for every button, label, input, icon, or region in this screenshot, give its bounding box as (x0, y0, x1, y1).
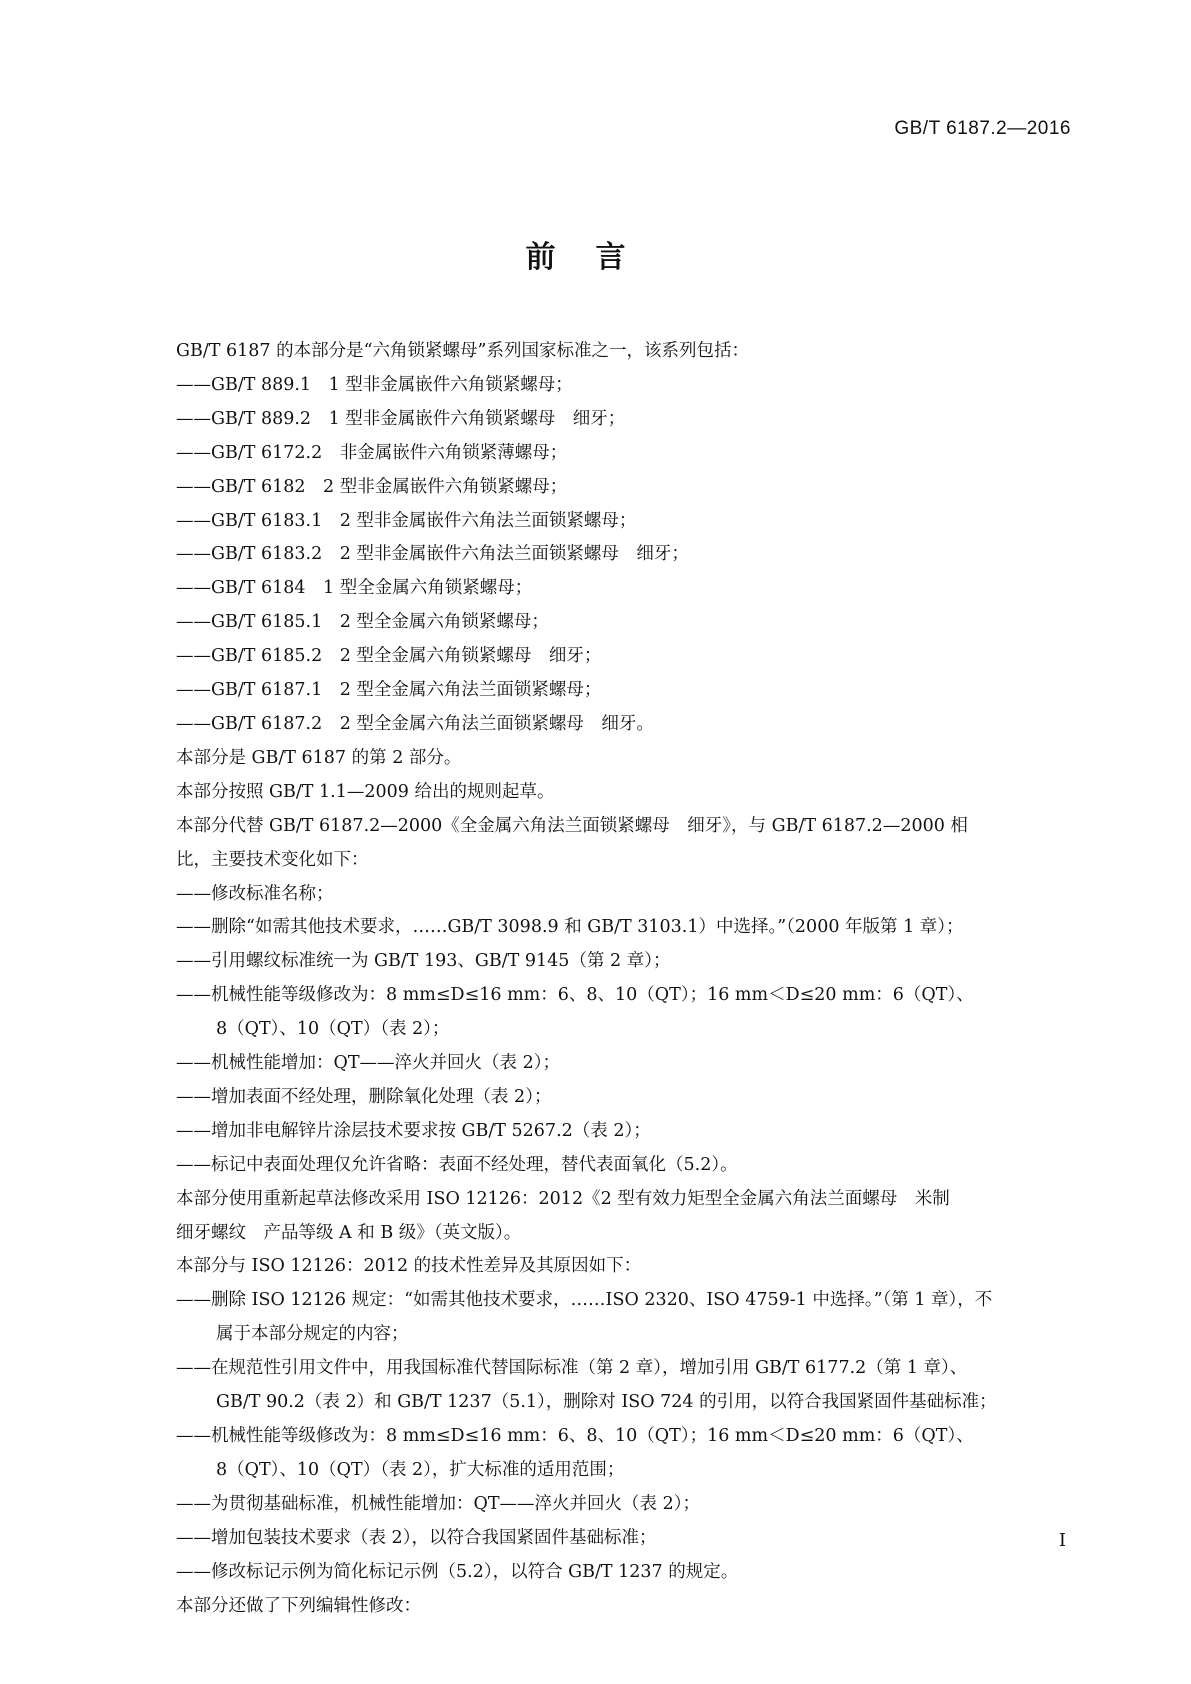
list-item: ——GB/T 6187.2 2 型全金属六角法兰面锁紧螺母 细牙。 (176, 713, 654, 734)
list-item: ——GB/T 6185.2 2 型全金属六角锁紧螺母 细牙； (176, 646, 602, 667)
list-item: ——引用螺纹标准统一为 GB/T 193、GB/T 9145（第 2 章）； (176, 951, 671, 972)
list-item: ——增加包装技术要求（表 2），以符合我国紧固件基础标准； (176, 1527, 657, 1548)
list-item: ——机械性能等级修改为：8 mm≤D≤16 mm：6、8、10（QT）；16 mm＜D≤20 mm：6（QT）、 (176, 985, 974, 1006)
list-item: ——在规范性引用文件中，用我国标准代替国际标准（第 2 章），增加引用 GB/T 6177.2（第 1 章）、 (176, 1358, 968, 1379)
list-item: ——GB/T 6187.1 2 型全金属六角法兰面锁紧螺母； (176, 680, 602, 701)
list-item: ——GB/T 6182 2 型非金属嵌件六角锁紧螺母； (176, 476, 568, 497)
paragraph-line: GB/T 6187 的本部分是“六角锁紧螺母”系列国家标准之一，该系列包括： (176, 341, 749, 361)
list-item: ——增加表面不经处理，删除氧化处理（表 2）； (176, 1086, 552, 1107)
paragraph-line: 本部分还做了下列编辑性修改： (176, 1595, 421, 1616)
list-item: ——GB/T 889.1 1 型非金属嵌件六角锁紧螺母； (176, 374, 573, 395)
list-item: ——修改标记示例为简化标记示例（5.2），以符合 GB/T 1237 的规定。 (176, 1561, 739, 1582)
list-item: ——机械性能等级修改为：8 mm≤D≤16 mm：6、8、10（QT）；16 mm＜D≤20 mm：6（QT）、 (176, 1426, 974, 1446)
list-item: ——标记中表面处理仅允许省略：表面不经处理，替代表面氧化（5.2）。 (176, 1154, 738, 1175)
list-item: ——机械性能增加：QT——淬火并回火（表 2）； (176, 1053, 560, 1074)
list-item: ——GB/T 889.2 1 型非金属嵌件六角锁紧螺母 细牙； (176, 408, 626, 429)
list-item-continuation: 8（QT）、10（QT）（表 2），扩大标准的适用范围； (216, 1459, 625, 1480)
paragraph-line: 本部分按照 GB/T 1.1—2009 给出的规则起草。 (176, 781, 555, 802)
list-item: ——为贯彻基础标准，机械性能增加：QT——淬火并回火（表 2）； (176, 1493, 700, 1514)
paragraph-line: 本部分是 GB/T 6187 的第 2 部分。 (176, 747, 462, 768)
list-item: ——GB/T 6185.1 2 型全金属六角锁紧螺母； (176, 612, 549, 633)
list-item: ——增加非电解锌片涂层技术要求按 GB/T 5267.2（表 2）； (176, 1120, 651, 1141)
list-item: ——GB/T 6183.2 2 型非金属嵌件六角法兰面锁紧螺母 细牙； (176, 544, 689, 565)
list-item-continuation: GB/T 90.2（表 2）和 GB/T 1237（5.1），删除对 ISO 724 的引用，以符合我国紧固件基础标准； (216, 1392, 997, 1413)
list-item: ——删除“如需其他技术要求，……GB/T 3098.9 和 GB/T 3103.1）中选择。”（2000 年版第 1 章）； (176, 917, 964, 938)
list-item-continuation: 属于本部分规定的内容； (216, 1324, 409, 1345)
paragraph-line: 本部分使用重新起草法修改采用 ISO 12126：2012《2 型有效力矩型全金属六角法兰面螺母 米制 (176, 1188, 950, 1209)
paragraph-line: 细牙螺纹 产品等级 A 和 B 级》（英文版）。 (176, 1222, 522, 1243)
list-item: ——GB/T 6172.2 非金属嵌件六角锁紧薄螺母； (176, 442, 568, 463)
paragraph-line: 本部分代替 GB/T 6187.2—2000《全金属六角法兰面锁紧螺母 细牙》，与 GB/T 6187.2—2000 相 (176, 815, 968, 836)
page-number: I (1058, 1530, 1066, 1551)
standard-code: GB/T 6187.2—2016 (894, 118, 1071, 139)
paragraph-line: 本部分与 ISO 12126：2012 的技术性差异及其原因如下： (176, 1256, 642, 1277)
paragraph-line: 比，主要技术变化如下： (176, 849, 369, 870)
document-body (176, 335, 1068, 1623)
list-item-continuation: 8（QT）、10（QT）（表 2）； (216, 1019, 450, 1040)
page-title: 前言 (525, 240, 666, 275)
list-item: ——GB/T 6184 1 型全金属六角锁紧螺母； (176, 578, 533, 599)
list-item: ——删除 ISO 12126 规定：“如需其他技术要求，……ISO 2320、ISO 4759-1 中选择。”（第 1 章），不 (176, 1290, 993, 1311)
list-item: ——GB/T 6183.1 2 型非金属嵌件六角法兰面锁紧螺母； (176, 510, 637, 531)
list-item: ——修改标准名称； (176, 883, 334, 904)
